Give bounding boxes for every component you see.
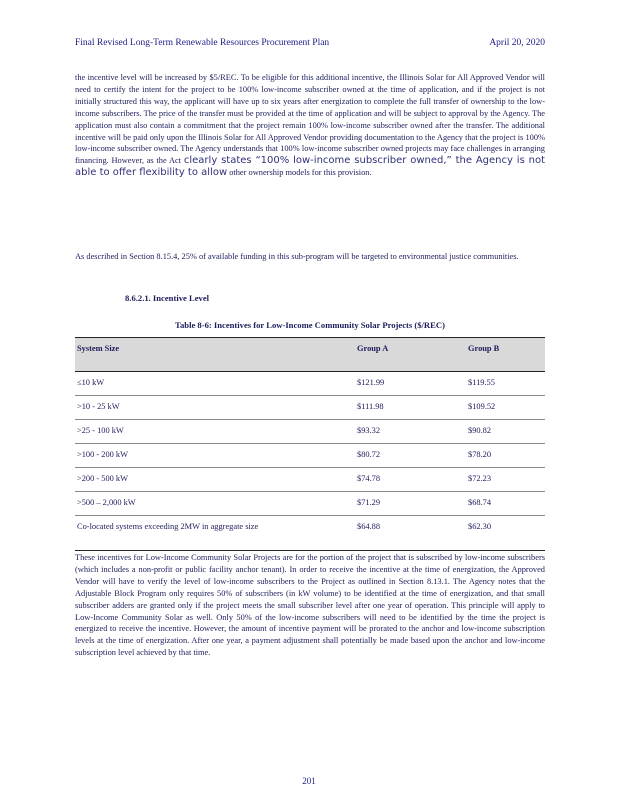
cell-group-b: $90.82 bbox=[468, 426, 492, 435]
cell-system-size: >25 - 100 kW bbox=[77, 426, 124, 435]
table-header-row bbox=[75, 337, 545, 371]
table-row bbox=[75, 491, 545, 515]
cell-system-size: >200 - 500 kW bbox=[77, 474, 129, 483]
cell-group-a: $64.88 bbox=[357, 522, 381, 531]
cell-system-size: >500 – 2,000 kW bbox=[77, 498, 136, 507]
paragraph-1-text: the incentive level will be increased by $5/REC. To be eligible for this additional incentive, the Illinois Solar for All Approved Vendor will need to certify the intent for the project to be 100% low-income subscriber owned at the time of application, and if the project is not initially structured this way, the applicant will have up to six years after energization to complete the full transfer of ownership to the low-income subscribers. The price of the transfer must be provided at the time of application and will be subject to approval by the Agency. The application must also contain a commitment that the project remain 100% low-income subscriber owned after the transfer. The additional incentive will be paid only upon the Illinois Solar for All Approved Vendor providing documentation to the Agency that the project is 100% low-income subscriber owned. The Agency understands that 100% low-income subscriber owned projects may face challenges in arranging financing. However, as the Act bbox=[75, 73, 545, 166]
cell-group-b: $78.20 bbox=[468, 450, 492, 459]
header-group-b: Group B bbox=[468, 344, 500, 353]
cell-group-b: $72.23 bbox=[468, 474, 492, 483]
table-row bbox=[75, 515, 545, 551]
cell-system-size: ≤10 kW bbox=[77, 378, 105, 387]
paragraph-incentive-ownership bbox=[75, 72, 545, 179]
cell-group-b: $62.30 bbox=[468, 522, 492, 531]
cell-group-a: $93.32 bbox=[357, 426, 381, 435]
cell-group-b: $68.74 bbox=[468, 498, 492, 507]
cell-system-size: Co-located systems exceeding 2MW in aggregate size bbox=[77, 522, 259, 531]
paragraph-1-tail: other ownership models for this provision. bbox=[229, 168, 372, 178]
cell-group-a: $71.29 bbox=[357, 498, 381, 507]
cell-group-a: $121.99 bbox=[357, 378, 385, 387]
incentive-table bbox=[75, 337, 545, 551]
header-date: April 20, 2020 bbox=[489, 38, 545, 48]
section-heading: 8.6.2.1. Incentive Level bbox=[125, 293, 210, 303]
paragraph-environmental-justice: As described in Section 8.15.4, 25% of available funding in this sub-program will be targeted to environmental justice communities. bbox=[75, 252, 519, 261]
cell-group-a: $111.98 bbox=[357, 402, 384, 411]
cell-group-b: $109.52 bbox=[468, 402, 496, 411]
cell-group-a: $80.72 bbox=[357, 450, 381, 459]
table-row bbox=[75, 443, 545, 467]
table-row bbox=[75, 419, 545, 443]
page-number: 201 bbox=[302, 776, 316, 786]
paragraph-1-highlight: clearly states “100% low-income subscriber owned,” the Agency is not able to offer flexibility to allow bbox=[75, 155, 546, 179]
table-row bbox=[75, 395, 545, 419]
cell-system-size: >10 - 25 kW bbox=[77, 402, 120, 411]
table-row bbox=[75, 467, 545, 491]
table-row bbox=[75, 371, 545, 395]
header-system-size: System Size bbox=[77, 344, 120, 353]
cell-group-b: $119.55 bbox=[468, 378, 495, 387]
paragraph-subscriber-verification: These incentives for Low-Income Community Solar Projects are for the portion of the project that is subscribed by low-income subscribers (which includes a non-profit or public facility anchor tenant). In order to receive the incentive at the time of energization, the Approved Vendor will have to verify the level of low-income subscribers to the Project as outlined in Section 8.13.1. The Agency notes that the Adjustable Block Program only requires 50% of subscribers (in kW volume) to be identified at the time of energization, and that small subscriber adders are granted only if the project meets the small subscriber level after one year of operation. This principle will apply to Low-Income Community Solar as well. Only 50% of the low-income subscribers will need to be identified by the time the project is energized to receive the incentive. However, the amount of incentive payment will be prorated to the anchor and low-income subscription levels at the time of energization. After one year, a payment adjustment shall potentially be made based upon the anchor and low-income subscription level achieved by that time. bbox=[75, 553, 545, 658]
cell-group-a: $74.78 bbox=[357, 474, 381, 483]
cell-system-size: >100 - 200 kW bbox=[77, 450, 129, 459]
table-title: Table 8-6: Incentives for Low-Income Community Solar Projects ($/REC) bbox=[175, 320, 445, 330]
header-title: Final Revised Long-Term Renewable Resources Procurement Plan bbox=[75, 38, 330, 48]
header-group-a: Group A bbox=[357, 344, 389, 353]
